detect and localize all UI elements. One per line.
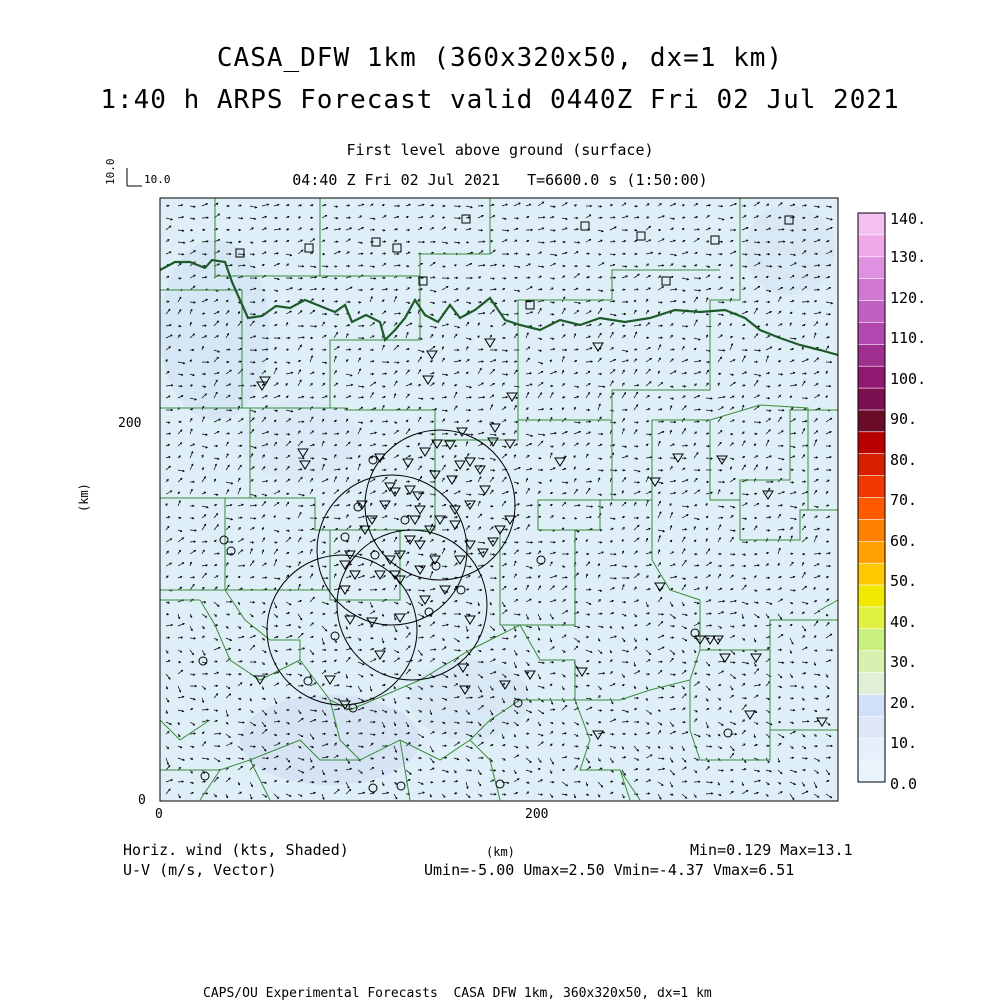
colorbar-label: 70. — [890, 491, 917, 509]
subtitle-line-1: First level above ground (surface) — [0, 143, 1000, 158]
wind-shading-patch — [745, 205, 835, 295]
colorbar-label: 80. — [890, 451, 917, 469]
wind-shading-patch — [240, 695, 420, 785]
colorbar-label: 40. — [890, 613, 917, 631]
map-plot-area — [160, 198, 838, 801]
title-line-1: CASA_DFW 1km (360x320x50, dx=1 km) — [0, 45, 1000, 71]
colorbar-label: 120. — [890, 289, 926, 307]
colorbar-label: 110. — [890, 329, 926, 347]
x-tick-0: 0 — [155, 808, 163, 821]
colorbar-label: 90. — [890, 410, 917, 428]
y-tick-0: 0 — [138, 794, 146, 807]
colorbar-label: 50. — [890, 572, 917, 590]
colorbar-label: 60. — [890, 532, 917, 550]
colorbar-label: 140. — [890, 210, 926, 228]
colorbar-label: 20. — [890, 694, 917, 712]
colorbar-label: 30. — [890, 653, 917, 671]
footer-left-line-2: U-V (m/s, Vector) — [123, 863, 277, 878]
footer-left-line-1: Horiz. wind (kts, Shaded) — [123, 843, 349, 858]
title-line-2: 1:40 h ARPS Forecast valid 0440Z Fri 02 Jul 2021 — [0, 87, 1000, 113]
colorbar-label: 100. — [890, 370, 926, 388]
footer-right-line-1: Min=0.129 Max=13.1 — [690, 843, 853, 858]
vector-scale-label-vertical: 10.0 — [105, 159, 116, 186]
x-tick-200: 200 — [525, 808, 548, 821]
footer-credit: CAPS/OU Experimental Forecasts CASA DFW 1km, 360x320x50, dx=1 km — [203, 987, 712, 1000]
colorbar-label: 0.0 — [890, 775, 917, 793]
footer-right-line-2: Umin=-5.00 Umax=2.50 Vmin=-4.37 Vmax=6.51 — [424, 863, 794, 878]
colorbar-label: 130. — [890, 248, 926, 266]
subtitle-line-2: 04:40 Z Fri 02 Jul 2021 T=6600.0 s (1:50:00) — [0, 173, 1000, 188]
colorbar-label: 10. — [890, 734, 917, 752]
wind-shading-patch — [410, 660, 530, 740]
y-tick-200: 200 — [118, 417, 141, 430]
wind-shading-patch — [240, 400, 360, 480]
y-axis-label: (km) — [78, 483, 90, 512]
x-axis-label: (km) — [486, 846, 515, 858]
vector-scale-label-horizontal: 10.0 — [144, 174, 171, 185]
